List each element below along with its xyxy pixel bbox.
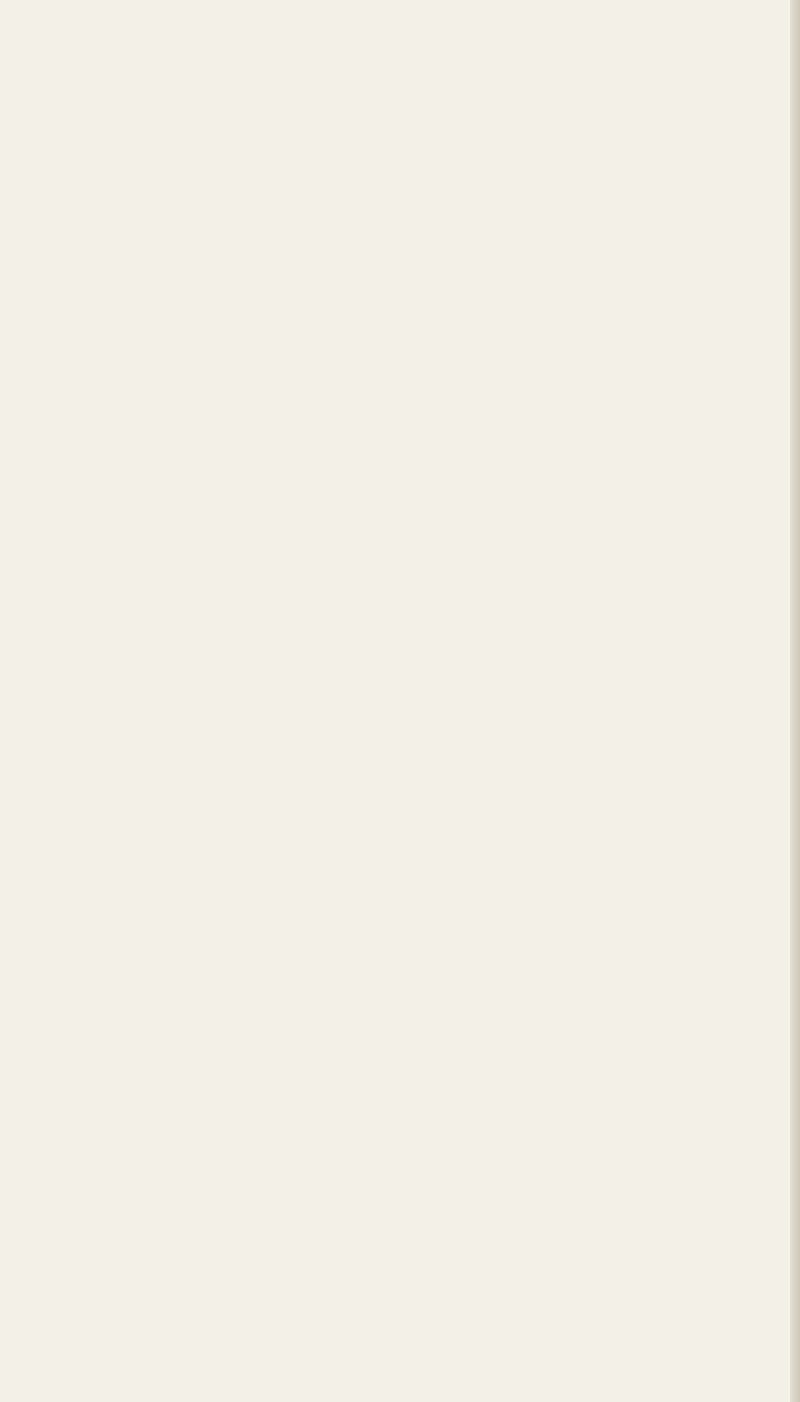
page-edge — [790, 0, 800, 1402]
